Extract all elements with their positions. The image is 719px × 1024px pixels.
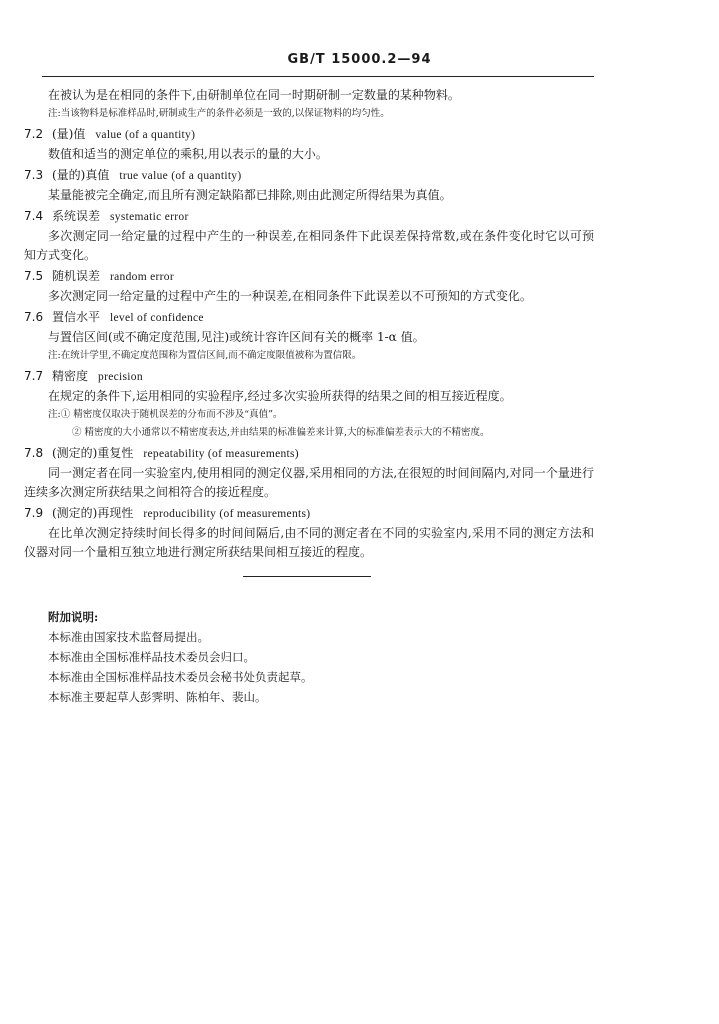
term-heading-7-4 (24, 207, 594, 227)
term-english: level of confidence (110, 312, 204, 324)
term-heading-7-3 (24, 166, 594, 186)
term-definition-7-3: 某量能被完全确定,而且所有测定缺陷都已排除,则由此测定所得结果为真值。 (48, 188, 452, 202)
term-note-7-6: 注:在统计学里,不确定度范围称为置信区间,而不确定度限值被称为置信限。 (48, 350, 362, 361)
term-chinese: (测定的)重复性 (52, 446, 134, 460)
term-chinese: 置信水平 (52, 310, 101, 324)
term-note-7-7-1: 注:① 精密度仅取决于随机误差的分布而不涉及“真值”。 (48, 409, 283, 420)
term-heading-7-8 (24, 444, 594, 464)
term-chinese: 系统误差 (52, 209, 101, 223)
term-heading-7-7 (24, 367, 594, 387)
term-definition-7-9: 在比单次测定持续时间长得多的时间间隔后,由不同的测定者在不同的实验室内,采用不同的测定方法和仪器对同一个量相互独立地进行测定所获结果间相互接近的程度。 (24, 526, 594, 559)
term-definition-7-5: 多次测定同一给定量的过程中产生的一种误差,在相同条件下此误差以不可预知的方式变化。 (48, 289, 532, 303)
term-definition-7-2: 数值和适当的测定单位的乘积,用以表示的量的大小。 (48, 147, 328, 161)
intro-paragraph: 在被认为是在相同的条件下,由研制单位在同一时期研制一定数量的某种物料。 (48, 88, 460, 102)
term-number: 7.5 (24, 269, 44, 283)
term-number: 7.9 (24, 506, 44, 520)
term-definition-7-8: 同一测定者在同一实验室内,使用相同的测定仪器,采用相同的方法,在很短的时间间隔内,对同一个量进行连续多次测定所获结果之间相符合的接近程度。 (24, 466, 594, 499)
term-heading-7-2 (24, 125, 594, 145)
term-definition-7-6: 与置信区间(或不确定度范围,见注)或统计容许区间有关的概率 1-α 值。 (48, 330, 425, 344)
additional-note-line: 本标准由全国标准样品技术委员会归口。 (48, 650, 255, 664)
term-number: 7.4 (24, 209, 44, 223)
term-english: repeatability (of measurements) (143, 448, 299, 460)
term-english: value (of a quantity) (95, 129, 196, 141)
additional-note-line: 本标准由国家技术监督局提出。 (48, 630, 209, 644)
term-definition-7-4: 多次测定同一给定量的过程中产生的一种误差,在相同条件下此误差保持常数,或在条件变化时它以可预知方式变化。 (24, 229, 594, 262)
term-english: precision (98, 371, 143, 383)
additional-note-line: 本标准由全国标准样品技术委员会秘书处负责起草。 (48, 670, 313, 684)
term-number: 7.7 (24, 369, 44, 383)
section-divider (243, 576, 371, 577)
term-heading-7-6 (24, 308, 594, 328)
term-note-7-7-2: ② 精密度的大小通常以不精密度表达,并由结果的标准偏差来计算,大的标准偏差表示大的不精密度。 (72, 427, 490, 438)
term-chinese: 精密度 (52, 369, 89, 383)
main-content (24, 86, 594, 562)
intro-note: 注:当该物料是标准样品时,研制或生产的条件必须是一致的,以保证物料的均匀性。 (48, 108, 390, 119)
term-english: systematic error (110, 211, 189, 223)
term-number: 7.3 (24, 168, 44, 182)
term-english: random error (110, 271, 174, 283)
term-number: 7.6 (24, 310, 44, 324)
term-chinese: (测定的)再现性 (52, 506, 134, 520)
term-heading-7-9 (24, 504, 594, 524)
term-definition-7-7: 在规定的条件下,运用相同的实验程序,经过多次实验所获得的结果之间的相互接近程度。 (48, 389, 512, 403)
term-number: 7.2 (24, 127, 44, 141)
additional-notes-title: 附加说明: (48, 610, 99, 624)
term-chinese: 随机误差 (52, 269, 101, 283)
header-rule (42, 76, 594, 77)
term-english: true value (of a quantity) (119, 170, 242, 182)
term-english: reproducibility (of measurements) (143, 508, 311, 520)
standard-code-header: GB/T 15000.2—94 (287, 52, 432, 67)
additional-note-line: 本标准主要起草人彭霁明、陈柏年、裴山。 (48, 690, 267, 704)
term-chinese: (量)值 (52, 127, 86, 141)
term-number: 7.8 (24, 446, 44, 460)
term-chinese: (量的)真值 (52, 168, 110, 182)
additional-notes (48, 607, 568, 707)
term-heading-7-5 (24, 267, 594, 287)
